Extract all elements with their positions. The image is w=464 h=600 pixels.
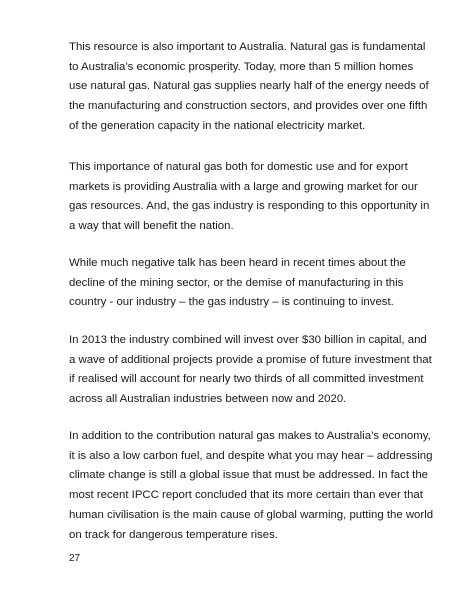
text-line: In addition to the contribution natural gas makes to Australia’s economy,	[69, 430, 431, 442]
text-line: a wave of additional projects provide a promise of future investment that	[69, 353, 432, 366]
text-line: across all Australian industries between now and 2020.	[69, 393, 347, 406]
paragraph-2013-investment	[69, 331, 432, 410]
text-line: a way that will benefit the nation.	[69, 220, 234, 233]
text-line: human civilisation is the main cause of global warming, putting the world	[69, 508, 434, 521]
text-line: This resource is also important to Australia. Natural gas is fundamental	[69, 41, 426, 53]
paragraph-australia-importance	[69, 38, 429, 137]
paragraph-low-carbon	[69, 427, 434, 545]
text-line: of the generation capacity in the national electricity market.	[69, 119, 366, 132]
paragraph-domestic-export	[69, 158, 430, 237]
text-line: country - our industry – the gas industry – is continuing to invest.	[69, 296, 394, 309]
text-line: decline of the mining sector, or the demise of manufacturing in this	[69, 276, 404, 289]
page-number: 27	[69, 553, 81, 564]
text-line: most recent IPCC report concluded that its more certain than ever that	[69, 489, 423, 502]
text-line: markets is providing Australia with a large and growing market for our	[69, 180, 418, 193]
text-line: to Australia’s economic prosperity. Today, more than 5 million homes	[69, 60, 414, 73]
text-line: if realised will account for nearly two thirds of all committed investment	[69, 373, 424, 386]
text-line: gas resources. And, the gas industry is responding to this opportunity in	[69, 200, 430, 213]
text-line: In 2013 the industry combined will invest over $30 billion in capital, and	[69, 334, 427, 346]
paragraph-continuing-invest	[69, 254, 409, 313]
text-line: While much negative talk has been heard in recent times about the	[69, 257, 406, 269]
text-line: the manufacturing and construction sectors, and provides over one fifth	[69, 100, 428, 113]
text-line: climate change is still a global issue that must be addressed. In fact the	[69, 469, 428, 482]
text-line: on track for dangerous temperature rises.	[69, 528, 278, 541]
text-line: use natural gas. Natural gas supplies nearly half of the energy needs of	[69, 80, 429, 93]
text-line: it is also a low carbon fuel, and despite what you may hear – addressing	[69, 449, 433, 462]
text-line: This importance of natural gas both for domestic use and for export	[69, 161, 408, 173]
